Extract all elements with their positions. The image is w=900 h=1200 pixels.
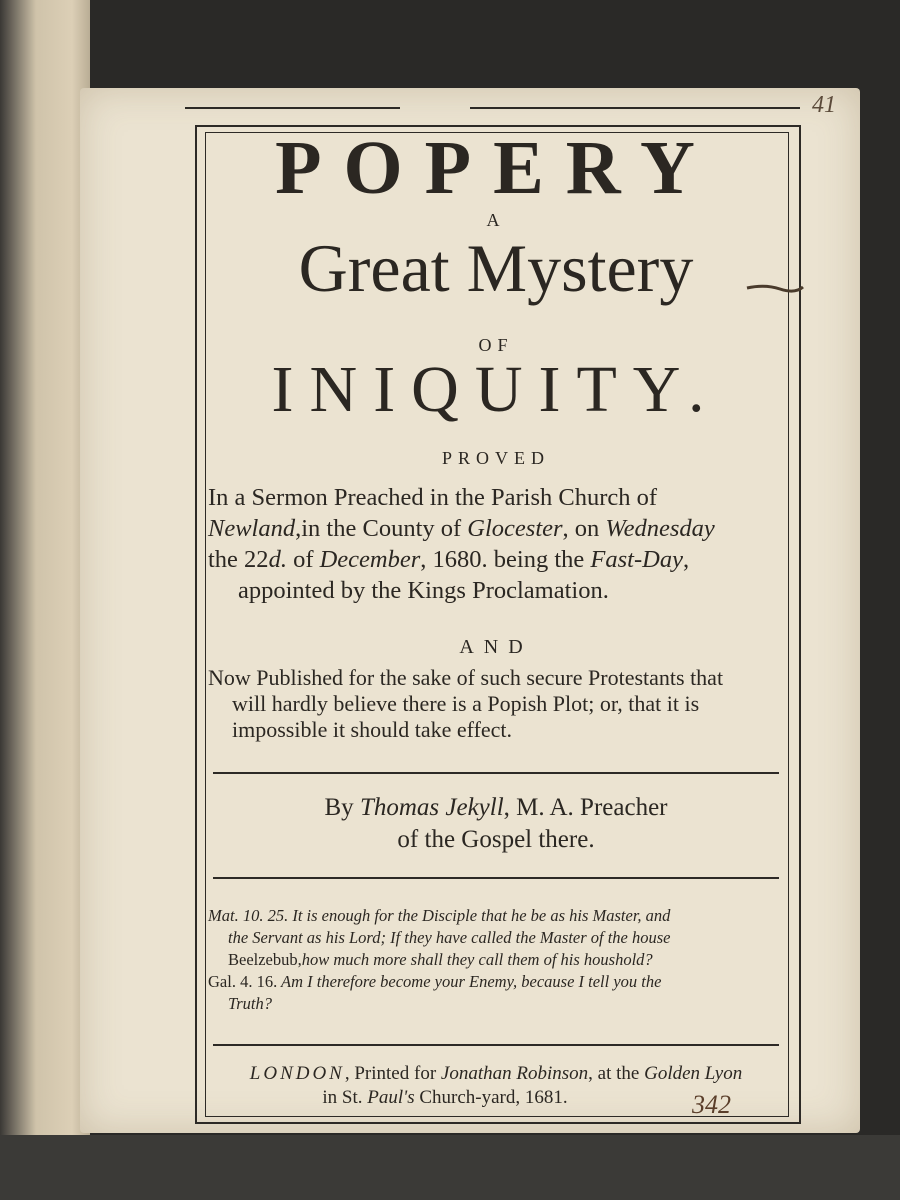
ink-flourish [745,283,805,293]
sermon-text: of [286,546,320,573]
scripture-quotes [208,905,786,1015]
book-spine-shadow [0,0,90,1200]
quote-text: Am I therefore become your Enemy, because I tell you the [277,972,662,991]
imprint-text: Church-yard, 1681. [414,1087,568,1108]
imprint-line-1 [205,1062,787,1086]
day-wednesday: Wednesday [605,515,715,542]
title-great-mystery: Great Mystery [298,230,694,306]
imprint-text: , Printed for [344,1063,441,1084]
author-title: , M. A. Preacher [503,794,668,821]
sermon-line-4: appointed by the Kings Proclamation. [238,577,609,604]
title-of: OF [478,335,514,355]
imprint-text: , at the [588,1063,645,1084]
published-line-2: will hardly believe there is a Popish Plot; or, that it is [232,691,700,716]
title-popery: POPERY [275,126,717,210]
sermon-text: ,in the County of [295,515,468,542]
quote-text: It is enough for the Disciple that he be as his Master, and [288,906,671,925]
author-line [205,793,787,823]
quote-2-line-2: Truth? [228,994,273,1013]
quote-text: how much more shall they call them of his houshold? [301,950,653,969]
sermon-description [208,482,783,606]
sermon-line-2 [208,513,783,544]
quote-2-line-1 [208,971,786,993]
top-rule-right [470,107,800,109]
proved-heading: PROVED [441,448,550,468]
title-iniquity: INIQUITY. [271,353,721,426]
sermon-text: the 22 [208,546,269,573]
divider-1 [213,772,779,774]
author-name: Thomas Jekyll [359,794,504,821]
publisher-name: Jonathan Robinson [440,1063,589,1084]
sermon-line-1: In a Sermon Preached in the Parish Church of [208,484,658,511]
sermon-text: , 1680. being the [420,546,591,573]
table-surface [0,1135,900,1200]
shop-sign: Golden Lyon [644,1063,743,1084]
and-heading: AND [459,636,533,658]
quote-ref-matthew: Mat. 10. 25. [208,906,289,925]
fast-day: Fast-Day [590,546,683,573]
quote-text: Beelzebub, [228,950,302,969]
sermon-line-3 [208,544,783,575]
quote-ref-galatians: Gal. 4. 16. [208,972,278,991]
published-line-3: impossible it should take effect. [232,717,513,742]
sermon-text: d. [268,546,287,573]
quote-1-line-1 [208,905,786,927]
sermon-text: , on [562,515,606,542]
imprint-pauls: Paul's [367,1087,415,1108]
quote-1-line-3 [208,949,786,971]
author-by: By [324,794,360,821]
place-newland: Newland [208,515,296,542]
handwritten-number: 342 [692,1090,731,1119]
sermon-text: , [682,546,690,573]
divider-3 [213,1044,779,1046]
title-a: A [486,210,506,230]
imprint-line-2 [205,1086,685,1110]
imprint-text: in St. [322,1087,368,1108]
top-rule-left [185,107,400,109]
author-line-2: of the Gospel there. [397,826,595,853]
page-number: 41 [812,92,836,118]
published-line-1: Now Published for the sake of such secure Protestants that [208,665,724,690]
published-note [208,665,783,743]
imprint-london: LONDON [249,1063,345,1084]
divider-2 [213,877,779,879]
place-glocester: Glocester [467,515,563,542]
month-december: December [319,546,421,573]
quote-1-line-2: the Servant as his Lord; If they have called the Master of the house [228,928,671,947]
